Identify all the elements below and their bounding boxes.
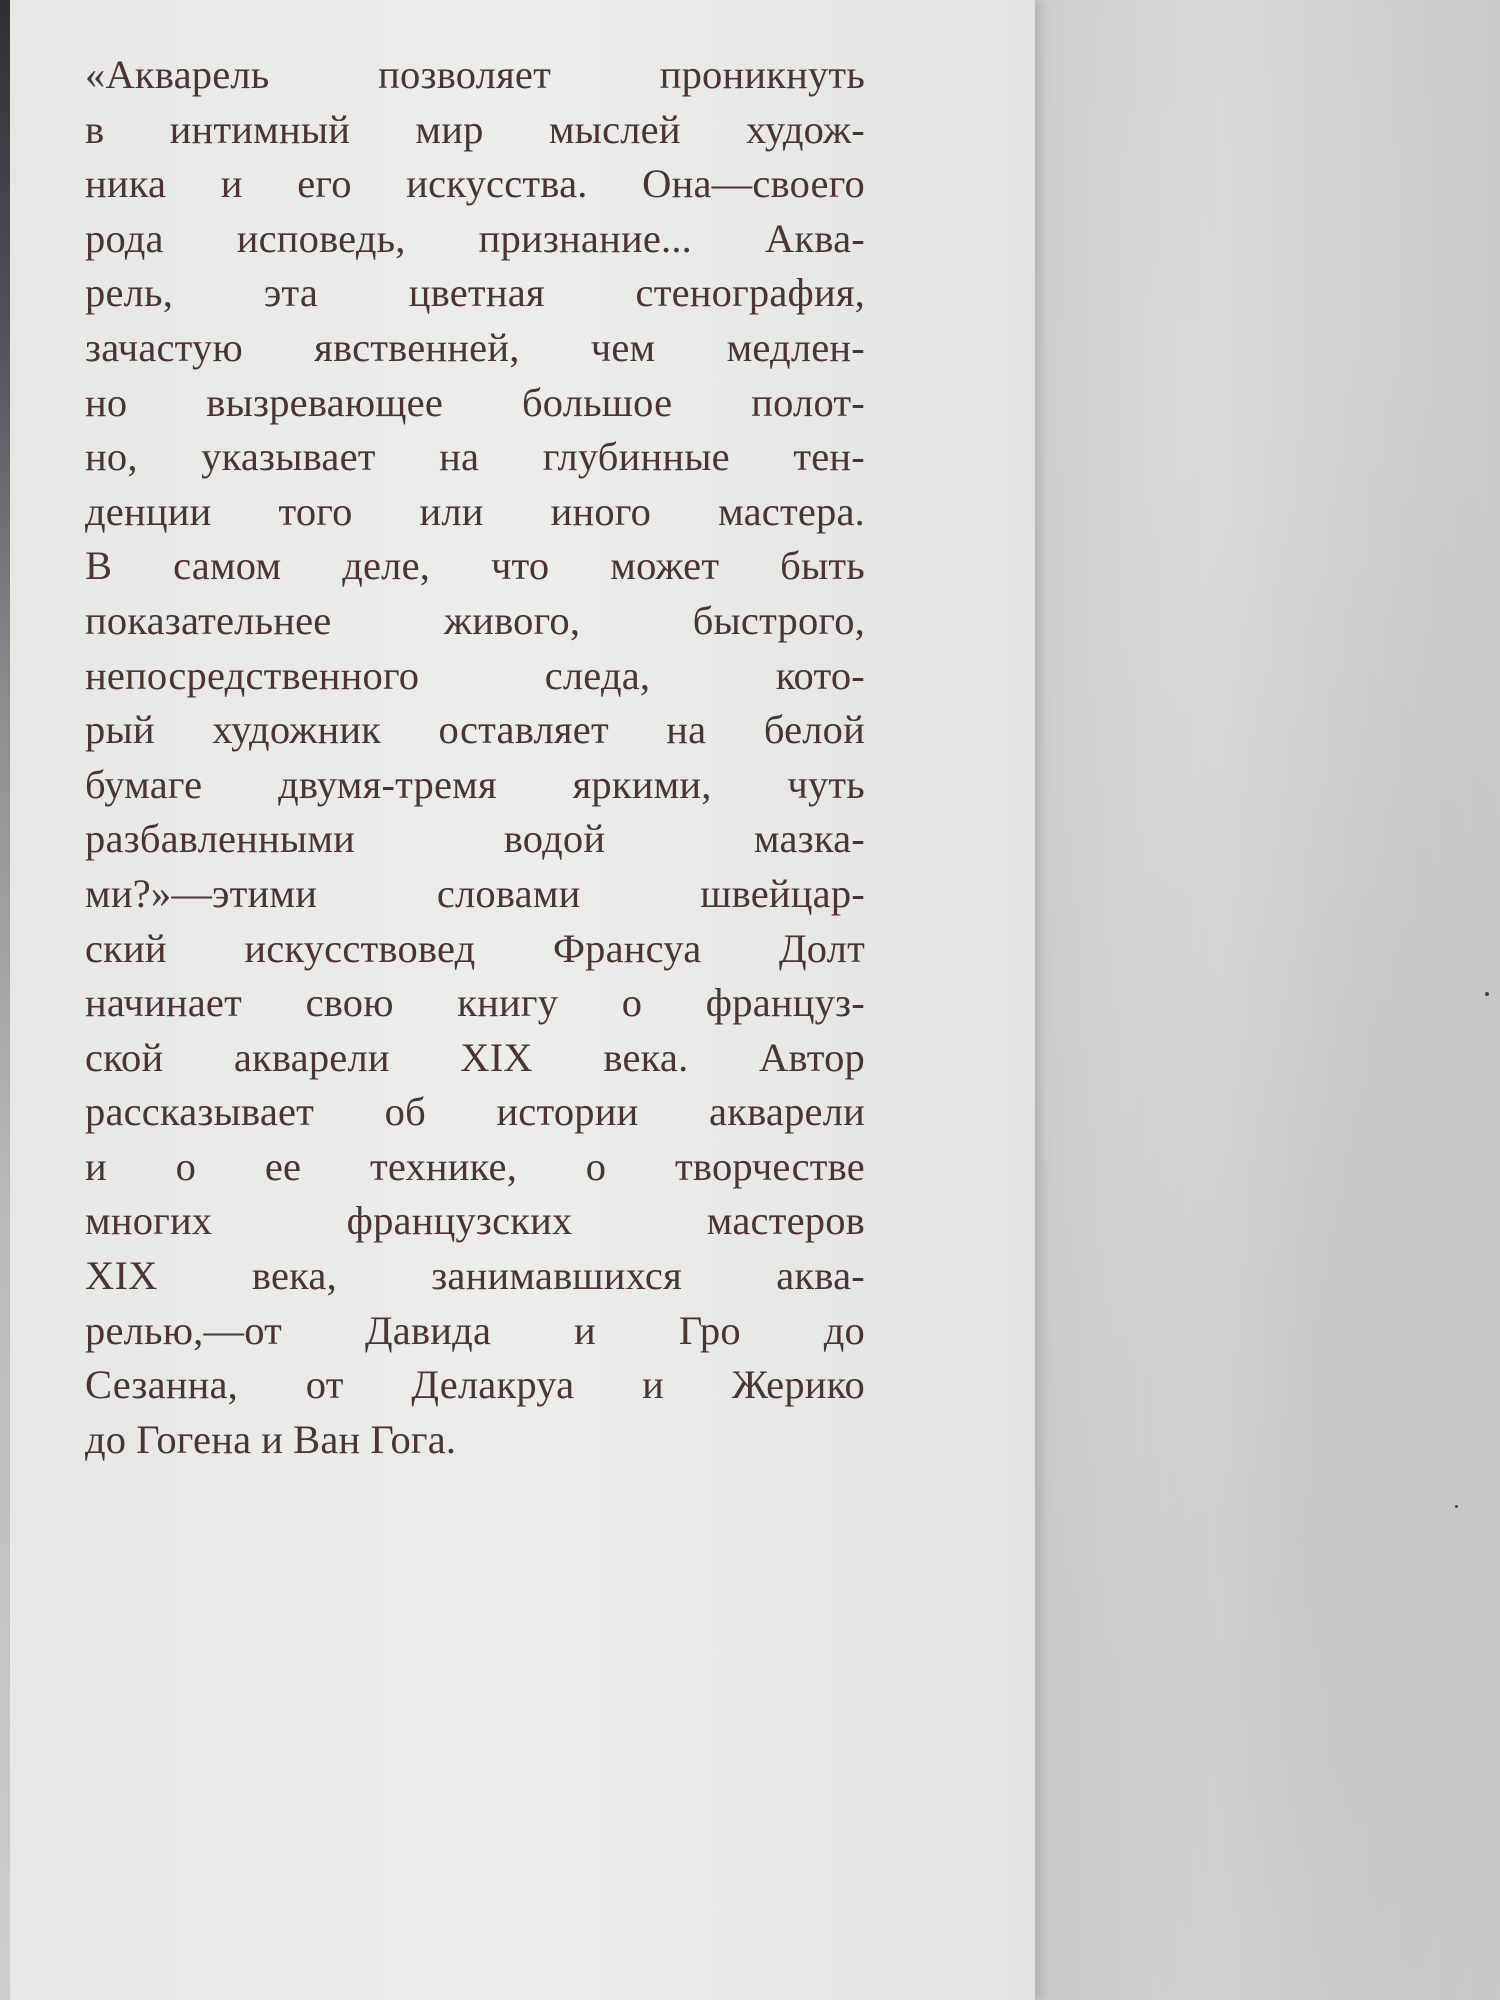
book-page	[10, 0, 1035, 2000]
text-line	[85, 1140, 865, 1195]
paper-speck	[1455, 1505, 1458, 1508]
text-word: или	[419, 488, 484, 534]
text-word: кото-	[775, 652, 865, 698]
text-word: иного	[550, 488, 652, 534]
text-word: книгу	[457, 980, 559, 1026]
text-word: стенография,	[635, 270, 865, 316]
text-word: непосредственного	[85, 652, 420, 698]
text-word: релью,—от	[85, 1307, 283, 1353]
text-word: позволяет	[378, 52, 551, 97]
text-word: ника	[85, 161, 167, 207]
text-word: французских	[346, 1198, 573, 1244]
text-word: на	[439, 434, 480, 480]
text-word: полот-	[751, 379, 865, 425]
text-line	[85, 539, 865, 594]
text-line	[85, 1194, 865, 1249]
text-word: рый	[85, 707, 155, 753]
text-word: разбавленными	[85, 816, 356, 862]
text-word: Франсуа	[552, 925, 702, 971]
text-word: явственней,	[314, 324, 520, 370]
text-word: двумя-тремя	[278, 761, 497, 807]
text-word: мастера.	[718, 488, 865, 534]
text-word: от	[305, 1362, 344, 1408]
text-word: рель,	[85, 270, 174, 316]
text-word: многих	[85, 1198, 213, 1244]
text-word: но	[85, 379, 128, 425]
text-line	[85, 212, 865, 267]
text-line	[85, 1249, 865, 1304]
text-line	[85, 321, 865, 376]
text-word: Автор	[758, 1034, 865, 1080]
text-word: оставляет	[438, 707, 609, 753]
text-word: и	[85, 1143, 107, 1189]
text-word: и	[642, 1362, 664, 1408]
text-word: занимавшихся	[431, 1253, 682, 1299]
text-word: ми?»—этими	[85, 870, 318, 916]
text-line	[85, 758, 865, 813]
text-line	[85, 48, 865, 103]
text-word: чем	[590, 324, 656, 370]
text-line	[85, 1031, 865, 1086]
text-word: может	[610, 543, 720, 589]
text-word: тен-	[793, 434, 865, 480]
text-word: искусствовед	[244, 925, 476, 971]
text-line	[85, 922, 865, 977]
text-word: Ван	[293, 1416, 361, 1462]
text-word: рассказывает	[85, 1089, 315, 1135]
text-word: в	[85, 106, 105, 152]
text-line	[85, 157, 865, 212]
text-word: водой	[503, 816, 606, 862]
text-word: словами	[436, 870, 581, 916]
text-word: мазка-	[753, 816, 865, 862]
text-word: его	[297, 161, 352, 207]
text-word: до	[823, 1307, 865, 1353]
text-word: худож-	[746, 106, 865, 152]
text-word: медлен-	[726, 324, 865, 370]
text-line	[85, 1413, 865, 1468]
text-word: технике,	[369, 1143, 518, 1189]
text-word: и	[574, 1307, 596, 1353]
text-word: и	[261, 1416, 284, 1462]
text-word: акварели	[233, 1034, 390, 1080]
text-word: Делакруа	[411, 1362, 575, 1408]
text-word: эта	[263, 270, 318, 316]
text-word: швейцар-	[700, 870, 865, 916]
text-word: ской	[85, 1034, 164, 1080]
text-word: глубинные	[542, 434, 730, 480]
text-word: В	[85, 543, 113, 589]
text-word: Жерико	[731, 1362, 865, 1408]
text-line	[85, 594, 865, 649]
text-word: акварели	[709, 1089, 865, 1135]
text-word: бумаге	[85, 761, 203, 807]
paper-speck	[1485, 992, 1489, 996]
book-cover-edge	[0, 0, 10, 2000]
text-word: признание...	[478, 215, 692, 261]
text-word: свою	[305, 980, 394, 1026]
text-word: самом	[173, 543, 282, 589]
text-word: живого,	[444, 597, 581, 643]
text-word: «Акварель	[85, 52, 270, 97]
text-word: указывает	[201, 434, 376, 480]
text-line	[85, 867, 865, 922]
text-word: цветная	[408, 270, 545, 316]
text-word: начинает	[85, 980, 242, 1026]
text-word: Давида	[364, 1307, 492, 1353]
text-word: XIX	[85, 1253, 158, 1299]
text-word: века,	[251, 1253, 337, 1299]
text-word: о	[175, 1143, 197, 1189]
text-word: белой	[763, 707, 865, 753]
text-word: что	[490, 543, 550, 589]
text-line	[85, 1085, 865, 1140]
text-word: искусства.	[406, 161, 588, 207]
text-line	[85, 485, 865, 540]
text-word: XIX	[460, 1034, 533, 1080]
text-word: на	[666, 707, 707, 753]
text-word: мастеров	[706, 1198, 865, 1244]
text-word: Долт	[778, 925, 865, 971]
text-word: чуть	[787, 761, 865, 807]
text-line	[85, 103, 865, 158]
text-word: Гро	[678, 1307, 741, 1353]
text-word: проникнуть	[659, 52, 865, 97]
text-word: того	[278, 488, 353, 534]
text-word: Гога.	[370, 1416, 457, 1462]
text-line	[85, 266, 865, 321]
text-word: следа,	[544, 652, 651, 698]
text-line	[85, 376, 865, 431]
text-word: об	[384, 1089, 426, 1135]
text-word: яркими,	[572, 761, 712, 807]
background-paper	[1035, 0, 1500, 2000]
text-word: истории	[496, 1089, 639, 1135]
text-line	[85, 1304, 865, 1359]
text-word: быстрого,	[692, 597, 865, 643]
text-word: века.	[603, 1034, 689, 1080]
text-line	[85, 1358, 865, 1413]
text-word: большое	[521, 379, 673, 425]
text-word: Аква-	[764, 215, 865, 261]
text-word: Она—своего	[642, 161, 865, 207]
text-line	[85, 430, 865, 485]
text-word: Гогена	[136, 1416, 252, 1462]
text-word: мир	[415, 106, 484, 152]
text-word: зачастую	[85, 324, 243, 370]
text-word: быть	[780, 543, 865, 589]
text-line	[85, 703, 865, 758]
text-word: вызревающее	[206, 379, 444, 425]
text-word: мыслей	[548, 106, 681, 152]
text-word: художник	[212, 707, 382, 753]
text-word: и	[220, 161, 243, 207]
text-word: исповедь,	[236, 215, 406, 261]
text-word: но,	[85, 434, 138, 480]
text-word: денции	[85, 488, 212, 534]
text-line	[85, 649, 865, 704]
text-line	[85, 976, 865, 1031]
body-text	[85, 48, 865, 1467]
text-word: интимный	[169, 106, 351, 152]
text-word: Сезанна,	[85, 1362, 239, 1408]
text-word: деле,	[342, 543, 431, 589]
text-word: ее	[264, 1143, 302, 1189]
text-word: творчестве	[675, 1143, 865, 1189]
text-word: о	[585, 1143, 607, 1189]
text-word: ский	[85, 925, 167, 971]
text-word: аква-	[776, 1253, 865, 1299]
text-word: до	[85, 1416, 127, 1462]
text-word: рода	[85, 215, 164, 261]
text-word: показательнее	[85, 597, 332, 643]
text-line	[85, 812, 865, 867]
text-word: о	[621, 980, 643, 1026]
text-word: француз-	[705, 980, 865, 1026]
